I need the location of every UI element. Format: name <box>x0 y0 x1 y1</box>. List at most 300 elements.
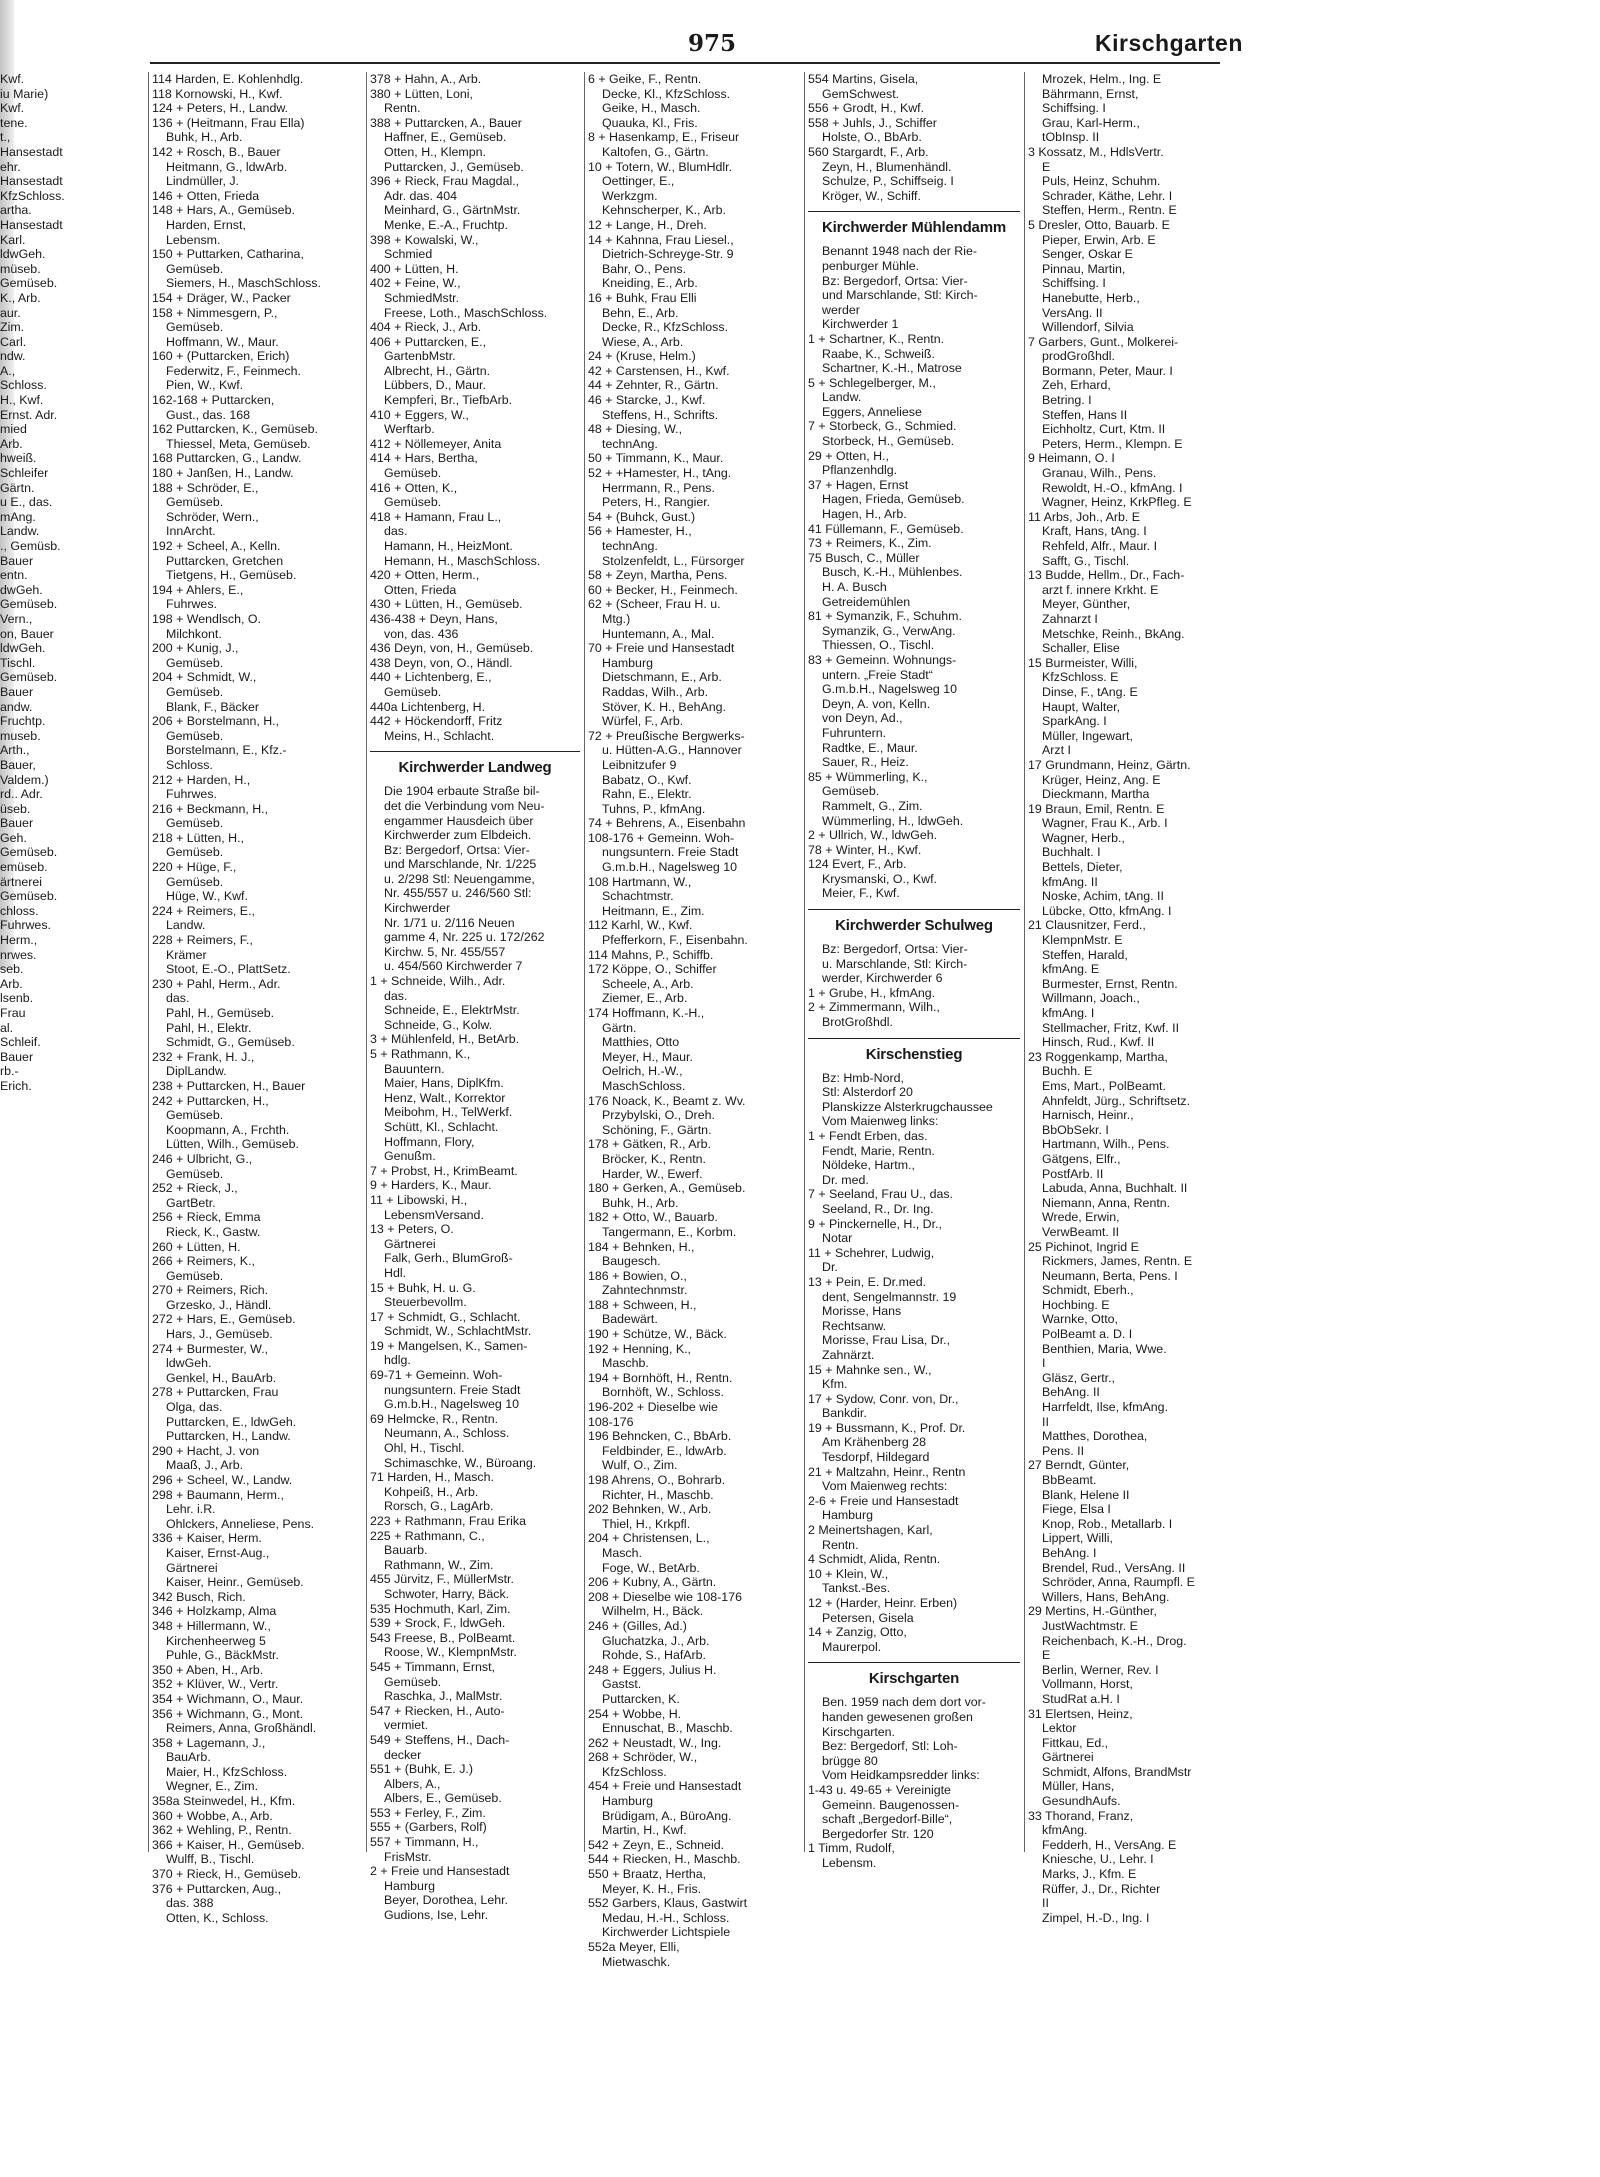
directory-entry-line: 21 + Maltzahn, Heinr., Rentn <box>808 1464 966 1479</box>
directory-entry-line: kfmAng. I <box>1042 1006 1095 1020</box>
directory-entry-line: Harden, Ernst, <box>166 217 246 232</box>
directory-entry-line: 182 + Otto, W., Bauarb. <box>588 1210 718 1225</box>
directory-entry-line: Stolzenfeldt, L., Fürsorger <box>602 553 745 568</box>
directory-entry-line: 376 + Puttarcken, Aug., <box>152 1881 282 1896</box>
directory-entry-line: 42 + Carstensen, H., Kwf. <box>588 363 730 378</box>
directory-entry-line: 7 + Seeland, Frau U., das. <box>808 1187 953 1202</box>
directory-entry-line: Gastst. <box>602 1677 642 1692</box>
directory-entry-line: Kaiser, Ernst-Aug., <box>166 1545 270 1560</box>
directory-entry-line: Hars, J., Gemüseb. <box>166 1327 273 1342</box>
directory-entry-line: Morisse, Frau Lisa, Dr., <box>822 1333 951 1348</box>
directory-entry-line: Tuhns, P., kfmAng. <box>602 801 706 816</box>
directory-entry-line: von Deyn, Ad., <box>822 711 903 726</box>
directory-entry-line: Schiffsing. I <box>1042 101 1106 116</box>
directory-entry-line: Schwoter, Harry, Bäck. <box>384 1586 510 1601</box>
directory-entry-line: Steffens, H., Schrifts. <box>602 407 719 422</box>
directory-entry-line: u E., das. <box>0 495 53 510</box>
directory-entry-line: 19 + Bussmann, K., Prof. Dr. <box>808 1420 966 1435</box>
directory-entry-line: Kirchenheerweg 5 <box>166 1633 266 1648</box>
directory-entry-line: 3 Kossatz, M., HdlsVertr. <box>1028 144 1164 159</box>
directory-entry-line: Labuda, Anna, Buchhalt. II <box>1042 1181 1188 1196</box>
directory-entry-line: BrotGroßhdl. <box>822 1015 893 1030</box>
directory-entry-line: Gust., das. 168 <box>166 407 251 422</box>
directory-entry-line: Pfefferkorn, F., Eisenbahn. <box>602 933 748 948</box>
directory-entry-line: Dietrich-Schreyge-Str. 9 <box>602 247 734 262</box>
directory-entry-line: 178 + Gätken, R., Arb. <box>588 1137 711 1152</box>
directory-entry-line: 555 + (Garbers, Rolf) <box>370 1820 487 1835</box>
directory-entry-line: Hamburg <box>602 655 653 670</box>
directory-entry-line: arzt f. innere Krkht. E <box>1042 582 1159 597</box>
directory-entry-line: entn. <box>0 568 28 583</box>
directory-entry-line: 37 + Hagen, Ernst <box>808 477 909 492</box>
directory-entry-line: Schmidt, Alfons, BrandMstr <box>1042 1764 1192 1779</box>
directory-entry-line: GesundhAufs. <box>1042 1794 1121 1809</box>
directory-entry-line: Kirchwerder <box>384 901 451 916</box>
directory-entry-line: A., <box>0 363 16 378</box>
directory-entry-line: 7 + Probst, H., KrimBeamt. <box>370 1163 518 1178</box>
directory-entry-line: 83 + Gemeinn. Wohnungs- <box>808 652 957 667</box>
directory-entry-line: prodGroßhdl. <box>1042 349 1116 364</box>
directory-entry-line: GemSchwest. <box>822 86 900 101</box>
directory-entry-line: 356 + Wichmann, G., Mont. <box>152 1706 304 1721</box>
directory-entry-line: Tankst.-Bes. <box>822 1581 891 1596</box>
directory-entry-line: Raddas, Wilh., Arb. <box>602 684 709 699</box>
directory-entry-line: KlempnMstr. E <box>1042 933 1123 948</box>
directory-entry-line: Senger, Oskar E <box>1042 247 1133 262</box>
directory-entry-line: 14 + Kahnna, Frau Liesel., <box>588 232 734 247</box>
directory-entry-line: Bz: Hmb-Nord, <box>822 1070 904 1085</box>
directory-entry-line: Raschka, J., MalMstr. <box>384 1689 503 1704</box>
directory-entry-line: Kirchw. 5, Nr. 455/557 <box>384 944 506 959</box>
directory-entry-line: 5 + Schlegelberger, M., <box>808 375 936 390</box>
directory-entry-line: das. <box>384 524 408 539</box>
directory-entry-line: 342 Busch, Rich. <box>152 1589 246 1604</box>
directory-entry-line: Kirchwerder Lichtspiele <box>602 1925 731 1940</box>
directory-entry-line: Bauer <box>0 684 34 699</box>
directory-entry-line: Badewärt. <box>602 1312 658 1327</box>
directory-entry-line: Otten, K., Schloss. <box>166 1910 269 1925</box>
directory-entry-line: Gluchatzka, J., Arb. <box>602 1633 710 1648</box>
directory-entry-line: 204 + Schmidt, W., <box>152 670 257 685</box>
directory-entry-line: 190 + Schütze, W., Bäck. <box>588 1327 727 1342</box>
directory-entry-line: 162-168 + Puttarcken, <box>152 393 275 408</box>
directory-entry-line: Marks, J., Kfm. E <box>1042 1867 1137 1882</box>
directory-entry-line: Siemers, H., MaschSchloss. <box>166 276 321 291</box>
directory-entry-line: das. <box>384 988 408 1003</box>
directory-entry-line: 19 Braun, Emil, Rentn. E <box>1028 801 1165 816</box>
directory-entry-line: Ennuschat, B., Maschb. <box>602 1721 733 1736</box>
directory-entry-line: 274 + Burmester, W., <box>152 1341 269 1356</box>
directory-entry-line: 174 Hoffmann, K.-H., <box>588 1006 705 1020</box>
directory-entry-line: 547 + Riecken, H., Auto- <box>370 1703 505 1718</box>
directory-entry-line: 31 Elertsen, Heinz, <box>1028 1706 1133 1721</box>
directory-entry-line: seb. <box>0 962 24 977</box>
directory-entry-line: werder <box>822 302 860 317</box>
directory-entry-line: Masch. <box>602 1545 642 1560</box>
directory-entry-line: Przybylski, O., Dreh. <box>602 1108 715 1123</box>
directory-entry-line: Benthien, Maria, Wwe. <box>1042 1341 1167 1356</box>
directory-entry-line: Meyer, H., Maur. <box>602 1049 693 1064</box>
directory-entry-line: vermiet. <box>384 1718 429 1733</box>
directory-entry-line: 52 + +Hamester, H., tAng. <box>588 466 732 481</box>
directory-entry-line: Brüdigam, A., BüroAng. <box>602 1808 732 1823</box>
directory-entry-line: Dinse, F., tAng. E <box>1042 684 1138 699</box>
directory-entry-line: 162 Puttarcken, K., Gemüseb. <box>152 422 318 437</box>
directory-entry-line: Gärtn. <box>602 1020 637 1035</box>
directory-entry-line: Müller, Hans, <box>1042 1779 1115 1794</box>
directory-entry-line: Gemüseb. <box>384 495 442 510</box>
directory-entry-line: Puttarcken, H., Landw. <box>166 1429 291 1444</box>
directory-entry-line: Zimpel, H.-D., Ing. I <box>1042 1910 1150 1925</box>
directory-entry-line: Pens. II <box>1042 1443 1085 1458</box>
directory-entry-line: 9 + Harders, K., Maur. <box>370 1178 492 1193</box>
directory-entry-line: Buchhalt. I <box>1042 845 1101 860</box>
directory-entry-line: I <box>1042 1356 1046 1371</box>
directory-entry-line: Gärtn. <box>0 480 35 495</box>
directory-entry-line: Falk, Gerh., BlumGroß- <box>384 1251 513 1266</box>
directory-entry-line: Decke, R., KfzSchloss. <box>602 320 729 335</box>
directory-entry-line: Vern., <box>0 611 33 626</box>
directory-entry-line: ldwGeh. <box>166 1356 212 1371</box>
directory-entry-line: und Marschlande, Nr. 1/225 <box>384 857 537 872</box>
directory-entry-line: 56 + Hamester, H., <box>588 524 692 539</box>
directory-entry-line: Herm., <box>0 933 38 948</box>
directory-entry-line: Kaltofen, G., Gärtn. <box>602 144 709 159</box>
directory-entry-line: Steffen, Harald, <box>1042 947 1128 962</box>
directory-entry-line: 7 + Storbeck, G., Schmied. <box>808 419 957 434</box>
column-2 <box>152 72 362 1925</box>
directory-entry-line: 358a Steinwedel, H., Kfm. <box>152 1794 296 1809</box>
directory-entry-line: 6 + Geike, F., Rentn. <box>588 72 702 86</box>
directory-entry-line: Thiessel, Meta, Gemüseb. <box>166 436 311 451</box>
directory-entry-line: engammer Hausdeich über <box>384 813 534 828</box>
directory-entry-line: Rewoldt, H.-O., kfmAng. I <box>1042 480 1183 495</box>
directory-entry-line: Noske, Achim, tAng. II <box>1042 889 1164 904</box>
directory-entry-line: Lütten, Wilh., Gemüseb. <box>166 1137 299 1152</box>
directory-entry-line: Tesdorpf, Hildegard <box>822 1450 930 1465</box>
directory-entry-line: 336 + Kaiser, Herm. <box>152 1531 262 1546</box>
directory-entry-line: Schleif. <box>0 1035 41 1050</box>
directory-entry-line: Arb. <box>0 436 23 451</box>
directory-entry-line: Richter, H., Maschb. <box>602 1487 714 1502</box>
directory-entry-line: Fendt, Marie, Rentn. <box>822 1143 935 1158</box>
directory-entry-line: Rorsch, G., LagArb. <box>384 1499 494 1514</box>
directory-entry-line: u. 2/298 Stl: Neuengamme, <box>384 871 535 886</box>
directory-entry-line: Geh. <box>0 830 27 845</box>
directory-entry-line: Dieckmann, Martha <box>1042 787 1150 802</box>
directory-entry-line: Gemüseb. <box>384 1674 442 1689</box>
directory-entry-line: Steuerbevollm. <box>384 1295 467 1310</box>
directory-entry-line: 4 Schmidt, Alida, Rentn. <box>808 1552 941 1567</box>
directory-entry-line: 114 Harden, E. Kohlenhdlg. <box>152 72 304 86</box>
directory-entry-line: Kfm. <box>822 1377 848 1392</box>
directory-entry-line: mied <box>0 422 27 437</box>
directory-entry-line: Freese, Loth., MaschSchloss. <box>384 305 548 320</box>
directory-entry-line: chloss. <box>0 903 39 918</box>
directory-entry-line: 146 + Otten, Frieda <box>152 188 260 203</box>
directory-entry-line: Benannt 1948 nach der Rie- <box>822 244 977 259</box>
directory-entry-line: 10 + Totern, W., BlumHdlr. <box>588 159 733 174</box>
directory-entry-line: Hochbing. E <box>1042 1297 1110 1312</box>
directory-entry-line: Stellmacher, Fritz, Kwf. II <box>1042 1020 1180 1035</box>
directory-entry-line: KfzSchloss. <box>602 1764 667 1779</box>
directory-entry-line: Gemüseb. <box>166 728 224 743</box>
directory-entry-line: 436-438 + Deyn, Hans, <box>370 611 498 626</box>
directory-entry-line: 1 Timm, Rudolf, <box>808 1841 895 1856</box>
directory-entry-line: dent, Sengelmannstr. 19 <box>822 1289 957 1304</box>
directory-entry-line: G.m.b.H., Nagelsweg 10 <box>822 682 957 697</box>
directory-entry-line: nungsuntern. Freie Stadt <box>602 845 739 860</box>
directory-entry-line: 252 + Rieck, J., <box>152 1181 238 1196</box>
directory-entry-line: rd.. Adr. <box>0 787 43 802</box>
directory-entry-line: 230 + Pahl, Herm., Adr. <box>152 976 281 991</box>
directory-entry-line: 2-6 + Freie und Hansestadt <box>808 1493 959 1508</box>
directory-entry-line: KfzSchloss. <box>0 188 65 203</box>
directory-entry-line: 262 + Neustadt, W., Ing. <box>588 1735 722 1750</box>
directory-entry-line: 154 + Dräger, W., Packer <box>152 290 291 305</box>
directory-entry-line: müseb. <box>0 261 41 276</box>
directory-entry-line: ldwGeh. <box>0 641 46 656</box>
directory-entry-line: Pinnau, Martin, <box>1042 261 1126 276</box>
directory-entry-line: 75 Busch, C., Müller <box>808 550 920 565</box>
running-head: Kirschgarten <box>1095 30 1243 56</box>
column-divider <box>366 72 367 1852</box>
directory-entry-line: 69-71 + Gemeinn. Woh- <box>370 1368 503 1383</box>
directory-entry-line: Wulf, O., Zim. <box>602 1458 678 1473</box>
directory-entry-line: Oelrich, H.-W., <box>602 1064 683 1079</box>
directory-entry-line: Rathmann, W., Zim. <box>384 1557 494 1572</box>
directory-entry-line: Niemann, Anna, Rentn. <box>1042 1195 1171 1210</box>
directory-entry-line: Hamburg <box>384 1878 435 1893</box>
directory-entry-line: hdlg. <box>384 1353 411 1368</box>
directory-entry-line: Meinhard, G., GärtnMstr. <box>384 203 521 218</box>
directory-entry-line: Schulze, P., Schiffseig. I <box>822 174 954 189</box>
directory-entry-line: 557 + Timmann, H., <box>370 1835 479 1850</box>
directory-entry-line: Mrozek, Helm., Ing. E <box>1042 72 1162 86</box>
directory-entry-line: Gätgens, Elfr., <box>1042 1151 1121 1166</box>
directory-entry-line: Harnisch, Heinr., <box>1042 1108 1134 1123</box>
directory-entry-line: Meibohm, H., TelWerkf. <box>384 1105 513 1120</box>
directory-entry-line: 246 + Ulbricht, G., <box>152 1151 253 1166</box>
directory-entry-line: tObInsp. II <box>1042 130 1100 145</box>
directory-entry-line: Gemüseb. <box>166 261 224 276</box>
directory-entry-line: schaft „Bergedorf-Bille“, <box>822 1812 953 1827</box>
directory-entry-line: Warnke, Otto, <box>1042 1312 1118 1327</box>
directory-entry-line: E <box>1042 1648 1051 1663</box>
directory-entry-line: Albers, E., Gemüseb. <box>384 1791 502 1806</box>
directory-entry-line: 3 + Mühlenfeld, H., BetArb. <box>370 1032 520 1047</box>
directory-entry-line: Baugesch. <box>602 1254 661 1269</box>
directory-entry-line: Haffner, E., Gemüseb. <box>384 130 507 145</box>
directory-entry-line: Meyer, Günther, <box>1042 597 1131 612</box>
directory-entry-line: Wrede, Erwin, <box>1042 1210 1120 1225</box>
directory-entry-line: Hamann, H., HeizMont. <box>384 539 513 553</box>
directory-entry-line: nrwes. <box>0 947 37 962</box>
directory-entry-line: 15 + Mahnke sen., W., <box>808 1362 932 1377</box>
directory-entry-line: Menke, E.-A., Fruchtp. <box>384 217 508 232</box>
directory-entry-line: KfzSchloss. E <box>1042 670 1119 685</box>
directory-entry-line: üseb. <box>0 801 31 816</box>
directory-entry-line: Vom Maienweg links: <box>822 1114 939 1129</box>
directory-entry-line: 278 + Puttarcken, Frau <box>152 1385 279 1400</box>
directory-entry-line: 9 Heimann, O. I <box>1028 451 1115 466</box>
directory-entry-line: Vollmann, Horst, <box>1042 1677 1133 1692</box>
directory-entry-line: 560 Stargardt, F., Arb. <box>808 144 929 159</box>
directory-entry-line: Bormann, Peter, Maur. I <box>1042 363 1173 378</box>
directory-entry-line: 136 + (Heitmann, Frau Ella) <box>152 115 305 130</box>
directory-entry-line: Schleifer <box>0 466 49 481</box>
directory-entry-line: Rieck, K., Gastw. <box>166 1224 261 1239</box>
directory-entry-line: Arth., <box>0 743 30 758</box>
directory-entry-line: Schütt, Kl., Schlacht. <box>384 1119 499 1134</box>
directory-entry-line: Würfel, F., Arb. <box>602 714 684 729</box>
directory-entry-line: 15 Burmeister, Willi, <box>1028 655 1138 670</box>
directory-entry-line: 272 + Hars, E., Gemüseb. <box>152 1312 296 1327</box>
directory-entry-line: gamme 4, Nr. 225 u. 172/262 <box>384 930 545 945</box>
directory-entry-line: 200 + Kunig, J., <box>152 641 239 656</box>
directory-entry-line: 552a Meyer, Elli, <box>588 1940 680 1954</box>
directory-entry-line: Landw. <box>0 524 40 539</box>
directory-entry-line: Kröger, W., Schiff. <box>822 188 921 203</box>
directory-entry-line: Planskizze Alsterkrugchaussee <box>822 1099 993 1114</box>
directory-entry-line: Mtg.) <box>602 611 631 626</box>
directory-entry-line: BehAng. II <box>1042 1385 1100 1400</box>
directory-entry-line: Gemüseb. <box>384 684 442 699</box>
directory-entry-line: Getreidemühlen <box>822 594 911 609</box>
directory-entry-line: Scheele, A., Arb. <box>602 976 694 991</box>
directory-entry-line: Landw. <box>166 918 206 933</box>
directory-entry-line: Kirchwerder 1 <box>822 317 899 332</box>
directory-entry-line: Carl. <box>0 334 27 349</box>
directory-entry-line: Martin, H., Kwf. <box>602 1823 687 1838</box>
directory-entry-line: Hansestadt <box>0 144 63 159</box>
directory-entry-line: 553 + Ferley, F., Zim. <box>370 1805 486 1820</box>
directory-entry-line: Krüger, Heinz, Ang. E <box>1042 772 1161 787</box>
directory-entry-line: 224 + Reimers, E., <box>152 903 255 918</box>
directory-entry-line: 455 Jürvitz, F., MüllerMstr. <box>370 1572 514 1587</box>
directory-entry-line: II <box>1042 1414 1049 1429</box>
directory-entry-line: werder, Kirchwerder 6 <box>822 971 943 986</box>
directory-entry-line: Maschb. <box>602 1356 649 1371</box>
directory-entry-line: Willendorf, Silvia <box>1042 320 1134 335</box>
directory-entry-line: 206 + Borstelmann, H., <box>152 714 280 729</box>
directory-entry-line: Berlin, Werner, Rev. I <box>1042 1662 1159 1677</box>
directory-entry-line: Ernst. Adr. <box>0 407 58 422</box>
directory-entry-line: Symanzik, G., VerwAng. <box>822 623 956 638</box>
directory-entry-line: 260 + Lütten, H. <box>152 1239 241 1254</box>
directory-entry-line: 25 Pichinot, Ingrid E <box>1028 1239 1139 1254</box>
directory-entry-line: Müller, Ingewart, <box>1042 728 1133 743</box>
directory-entry-line: 296 + Scheel, W., Landw. <box>152 1473 293 1487</box>
directory-entry-line: Werftarb. <box>384 422 435 437</box>
directory-entry-line: H., Kwf. <box>0 393 44 408</box>
directory-entry-line: Geike, H., Masch. <box>602 101 701 116</box>
directory-entry-line: G.m.b.H., Nagelsweg 10 <box>384 1397 519 1412</box>
directory-entry-line: Werkzgm. <box>602 188 658 203</box>
directory-entry-line: Eichholtz, Curt, Ktm. II <box>1042 422 1166 437</box>
directory-entry-line: InnArcht. <box>166 524 216 539</box>
directory-entry-line: 5 + Rathmann, K., <box>370 1047 471 1061</box>
directory-entry-line: Kirchwerder zum Elbdeich. <box>384 828 532 843</box>
directory-entry-line: 108 Hartmann, W., <box>588 874 692 889</box>
directory-entry-line: Gemeinn. Baugenossen- <box>822 1797 960 1812</box>
directory-entry-line: Zahntechnmstr. <box>602 1283 688 1298</box>
directory-entry-line: 225 + Rathmann, C., <box>370 1528 485 1543</box>
directory-entry-line: 2 Meinertshagen, Karl, <box>808 1523 933 1538</box>
directory-entry-line: ehr. <box>0 159 21 174</box>
directory-entry-line: BbObSekr. I <box>1042 1122 1109 1137</box>
directory-entry-line: 24 + (Kruse, Helm.) <box>588 349 696 364</box>
directory-entry-line: 198 Ahrens, O., Bohrarb. <box>588 1473 726 1487</box>
directory-entry-line: 33 Thorand, Franz, <box>1028 1808 1134 1823</box>
directory-entry-line: det die Verbindung vom Neu- <box>384 798 545 813</box>
directory-entry-line: Bröcker, K., Rentn. <box>602 1151 706 1166</box>
directory-entry-line: 29 Mertins, H.-Günther, <box>1028 1604 1157 1619</box>
directory-entry-line: Albrecht, H., Gärtn. <box>384 363 491 378</box>
directory-entry-line: 346 + Holzkamp, Alma <box>152 1604 277 1619</box>
directory-entry-line: 220 + Hüge, F., <box>152 860 237 875</box>
directory-entry-line: Fuhrwes. <box>166 597 217 612</box>
directory-entry-line: 380 + Lütten, Loni, <box>370 86 473 101</box>
directory-entry-line: Lübbers, D., Maur. <box>384 378 486 393</box>
directory-entry-line: Hagen, H., Arb. <box>822 507 907 522</box>
directory-entry-line: 1 + Schartner, K., Rentn. <box>808 331 945 346</box>
directory-entry-line: 180 + Janßen, H., Landw. <box>152 466 294 481</box>
directory-entry-line: Gärtnerei <box>1042 1750 1094 1765</box>
directory-entry-line: Gemüseb. <box>166 1268 224 1283</box>
directory-entry-line: Heitmann, G., ldwArb. <box>166 159 288 174</box>
directory-entry-line: Rehfeld, Alfr., Maur. I <box>1042 539 1158 553</box>
directory-entry-line: Puls, Heinz, Schuhm. <box>1042 174 1161 189</box>
directory-entry-line: hweiß. <box>0 451 37 466</box>
directory-entry-line: MaschSchloss. <box>602 1078 686 1093</box>
directory-entry-line: 58 + Zeyn, Martha, Pens. <box>588 568 728 583</box>
directory-entry-line: 542 + Zeyn, E., Schneid. <box>588 1837 725 1852</box>
directory-entry-line: Leibnitzufer 9 <box>602 757 677 772</box>
directory-entry-line: 150 + Puttarken, Catharina, <box>152 247 304 262</box>
directory-entry-line: rb.- <box>0 1064 19 1079</box>
directory-entry-line: Bez: Bergedorf, Stl: Loh- <box>822 1739 958 1754</box>
directory-entry-line: 1 + Fendt Erben, das. <box>808 1129 928 1143</box>
directory-entry-line: PostfArb. II <box>1042 1166 1104 1181</box>
directory-entry-line: E <box>1042 159 1051 174</box>
directory-entry-line: Stöver, K. H., BehAng. <box>602 699 726 714</box>
directory-entry-line: Holste, O., BbArb. <box>822 130 922 145</box>
directory-entry-line: Reichenbach, K.-H., Drog. <box>1042 1633 1187 1648</box>
directory-entry-line: tene. <box>0 115 28 130</box>
directory-entry-line: 1 + Schneide, Wilh., Adr. <box>370 974 506 989</box>
directory-entry-line: Kraft, Hans, tAng. I <box>1042 524 1147 539</box>
directory-entry-line: Pahl, H., Elektr. <box>166 1020 252 1035</box>
directory-entry-line: 430 + Lütten, H., Gemüseb. <box>370 597 523 612</box>
directory-entry-line: 48 + Diesing, W., <box>588 422 683 437</box>
column-5 <box>808 72 1020 1871</box>
directory-entry-line: 50 + Timmann, K., Maur. <box>588 451 724 466</box>
directory-entry-line: 348 + Hillermann, W., <box>152 1618 271 1633</box>
directory-entry-line: Grzesko, J., Händl. <box>166 1297 272 1312</box>
directory-entry-line: 202 Behnken, W., Arb. <box>588 1502 712 1517</box>
directory-entry-line: untern. „Freie Stadt“ <box>822 667 933 682</box>
directory-entry-line: andw. <box>0 699 33 714</box>
directory-entry-line: Schaller, Elise <box>1042 641 1120 656</box>
directory-entry-line: Fuhruntern. <box>822 725 887 740</box>
directory-entry-line: das. <box>166 991 190 1006</box>
column-3 <box>370 72 580 1923</box>
directory-entry-line: Heitmann, E., Zim. <box>602 903 705 918</box>
directory-entry-line: Mietwaschk. <box>602 1954 671 1969</box>
directory-entry-line: Nr. 455/557 u. 246/560 Stl: <box>384 886 532 901</box>
directory-entry-line: Schneide, E., ElektrMstr. <box>384 1003 520 1018</box>
